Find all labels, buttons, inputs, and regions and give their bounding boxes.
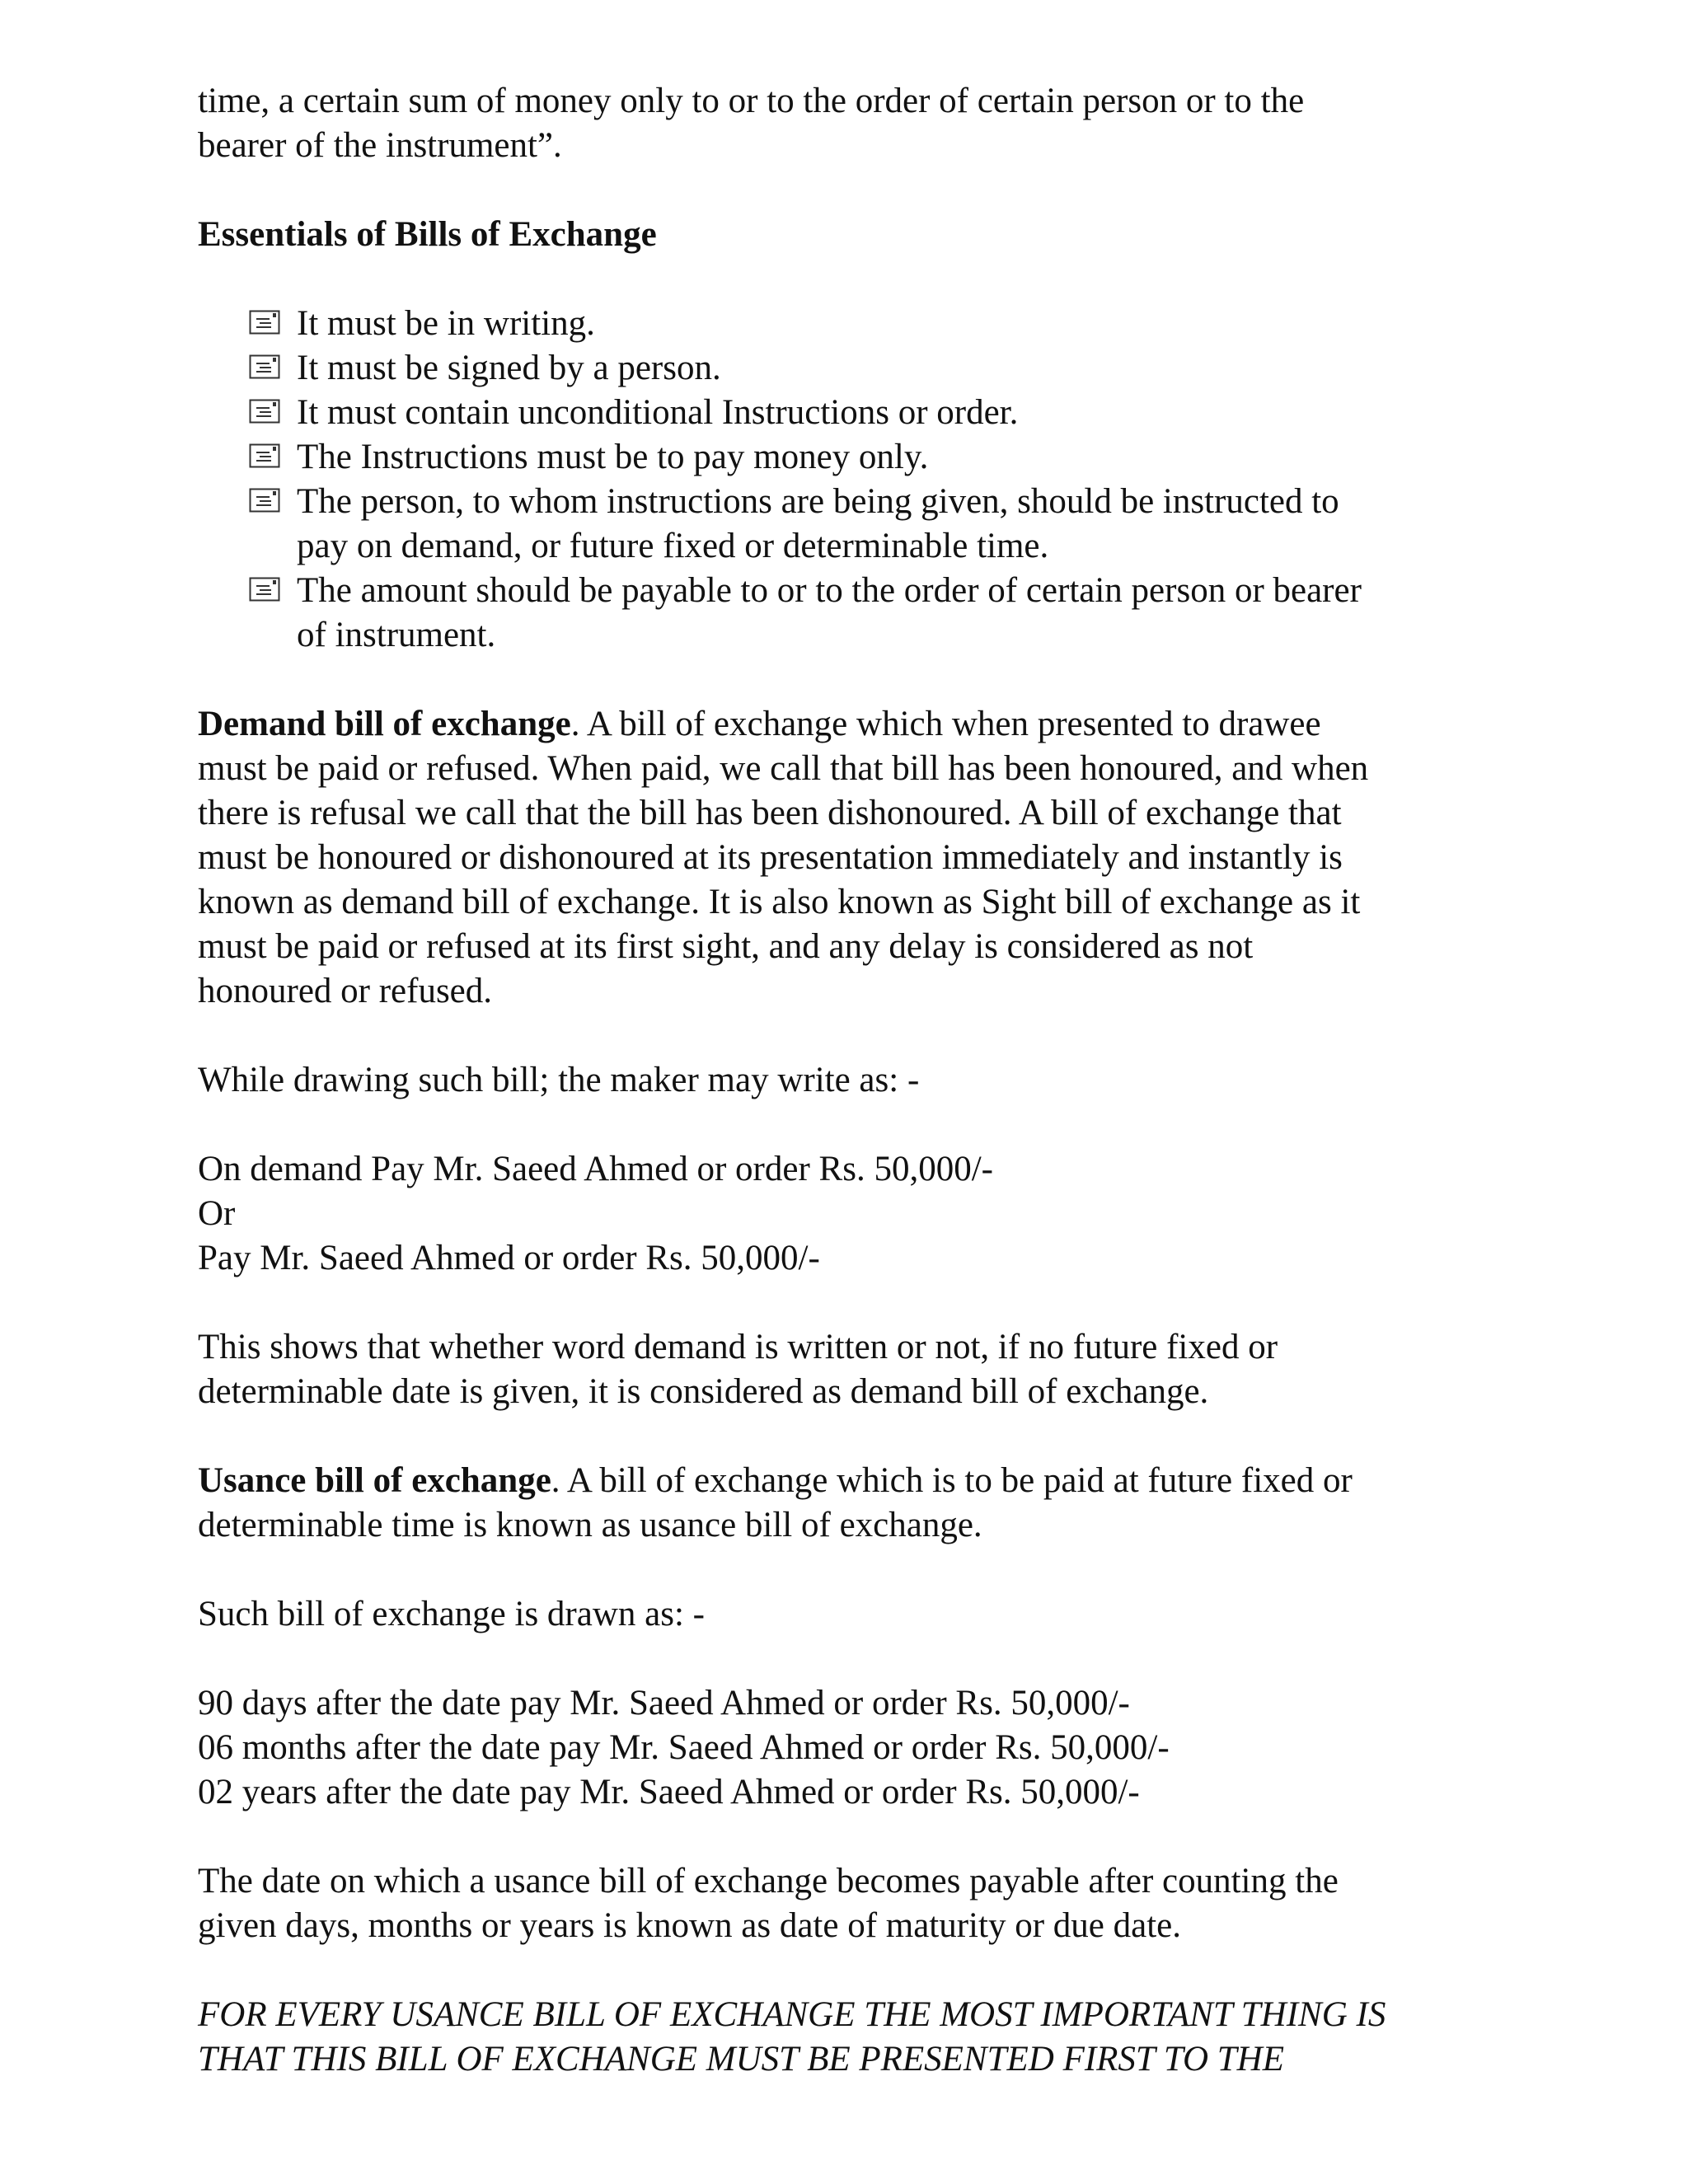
maturity-line: given days, months or years is known as date of maturity or due date.: [198, 1906, 1181, 1945]
usance-text: . A bill of exchange which is to be paid at future fixed or: [551, 1461, 1353, 1500]
list-item: [249, 391, 1484, 435]
list-item: [249, 302, 1484, 346]
demand-conclusion-line: This shows that whether word demand is written or not, if no future fixed or: [198, 1328, 1278, 1366]
demand-drawing-intro: While drawing such bill; the maker may write as: -: [198, 1061, 920, 1099]
demand-paragraph-line: honoured or refused.: [198, 972, 493, 1010]
usance-term: Usance bill of exchange: [198, 1461, 551, 1500]
list-item-text: The Instructions must be to pay money only.: [297, 438, 929, 476]
list-item: [249, 346, 1484, 391]
usance-paragraph-line: determinable time is known as usance bill of exchange.: [198, 1506, 982, 1544]
demand-paragraph-line: must be paid or refused at its first sight, and any delay is considered as not: [198, 927, 1254, 966]
list-item-text: The person, to whom instructions are being given, should be instructed to: [297, 482, 1339, 521]
intro-line: bearer of the instrument”.: [198, 126, 562, 165]
demand-conclusion-line: determinable date is given, it is considered as demand bill of exchange.: [198, 1372, 1209, 1411]
demand-paragraph-line: must be honoured or dishonoured at its presentation immediately and instantly is: [198, 838, 1343, 877]
demand-paragraph-line: known as demand bill of exchange. It is also known as Sight bill of exchange as it: [198, 883, 1361, 921]
demand-text: . A bill of exchange which when presented to drawee: [570, 705, 1321, 743]
list-item-text: It must be in writing.: [297, 304, 595, 343]
list-item-text: The amount should be payable to or to the order of certain person or bearer: [297, 571, 1362, 610]
usance-example: 06 months after the date pay Mr. Saeed Ahmed or order Rs. 50,000/-: [198, 1728, 1170, 1767]
intro-line: time, a certain sum of money only to or to the order of certain person or to the: [198, 82, 1305, 120]
list-item: [249, 569, 1484, 658]
usance-note-line: FOR EVERY USANCE BILL OF EXCHANGE THE MOST IMPORTANT THING IS: [198, 1995, 1386, 2034]
demand-paragraph-line: there is refusal we call that the bill has been dishonoured. A bill of exchange that: [198, 794, 1342, 832]
note-icon: [249, 399, 280, 424]
list-item-text: It must contain unconditional Instructions or order.: [297, 393, 1019, 432]
demand-paragraph-line: must be paid or refused. When paid, we call that bill has been honoured, and when: [198, 749, 1369, 788]
demand-example: Pay Mr. Saeed Ahmed or order Rs. 50,000/-: [198, 1239, 820, 1277]
note-icon: [249, 443, 280, 468]
essentials-heading: Essentials of Bills of Exchange: [198, 215, 657, 254]
note-icon: [249, 354, 280, 379]
note-icon: [249, 488, 280, 513]
maturity-line: The date on which a usance bill of exchange becomes payable after counting the: [198, 1862, 1339, 1900]
demand-term: Demand bill of exchange: [198, 705, 571, 743]
demand-paragraph-line: [198, 702, 1484, 747]
list-item: [249, 435, 1484, 480]
note-icon: [249, 310, 280, 335]
usance-paragraph-line: [198, 1459, 1484, 1503]
list-item-text: It must be signed by a person.: [297, 349, 721, 387]
demand-example: On demand Pay Mr. Saeed Ahmed or order Rs. 50,000/-: [198, 1150, 993, 1188]
note-icon: [249, 577, 280, 602]
demand-example: Or: [198, 1194, 236, 1233]
usance-note-line: THAT THIS BILL OF EXCHANGE MUST BE PRESENTED FIRST TO THE: [198, 2040, 1284, 2079]
usance-drawing-intro: Such bill of exchange is drawn as: -: [198, 1595, 705, 1633]
list-item-text: pay on demand, or future fixed or determinable time.: [297, 527, 1049, 565]
list-item-text: of instrument.: [297, 616, 496, 654]
document-page: [198, 79, 1484, 2082]
essentials-list: [198, 302, 1484, 658]
list-item: [249, 480, 1484, 569]
usance-example: 02 years after the date pay Mr. Saeed Ahmed or order Rs. 50,000/-: [198, 1773, 1140, 1811]
usance-example: 90 days after the date pay Mr. Saeed Ahmed or order Rs. 50,000/-: [198, 1684, 1130, 1722]
